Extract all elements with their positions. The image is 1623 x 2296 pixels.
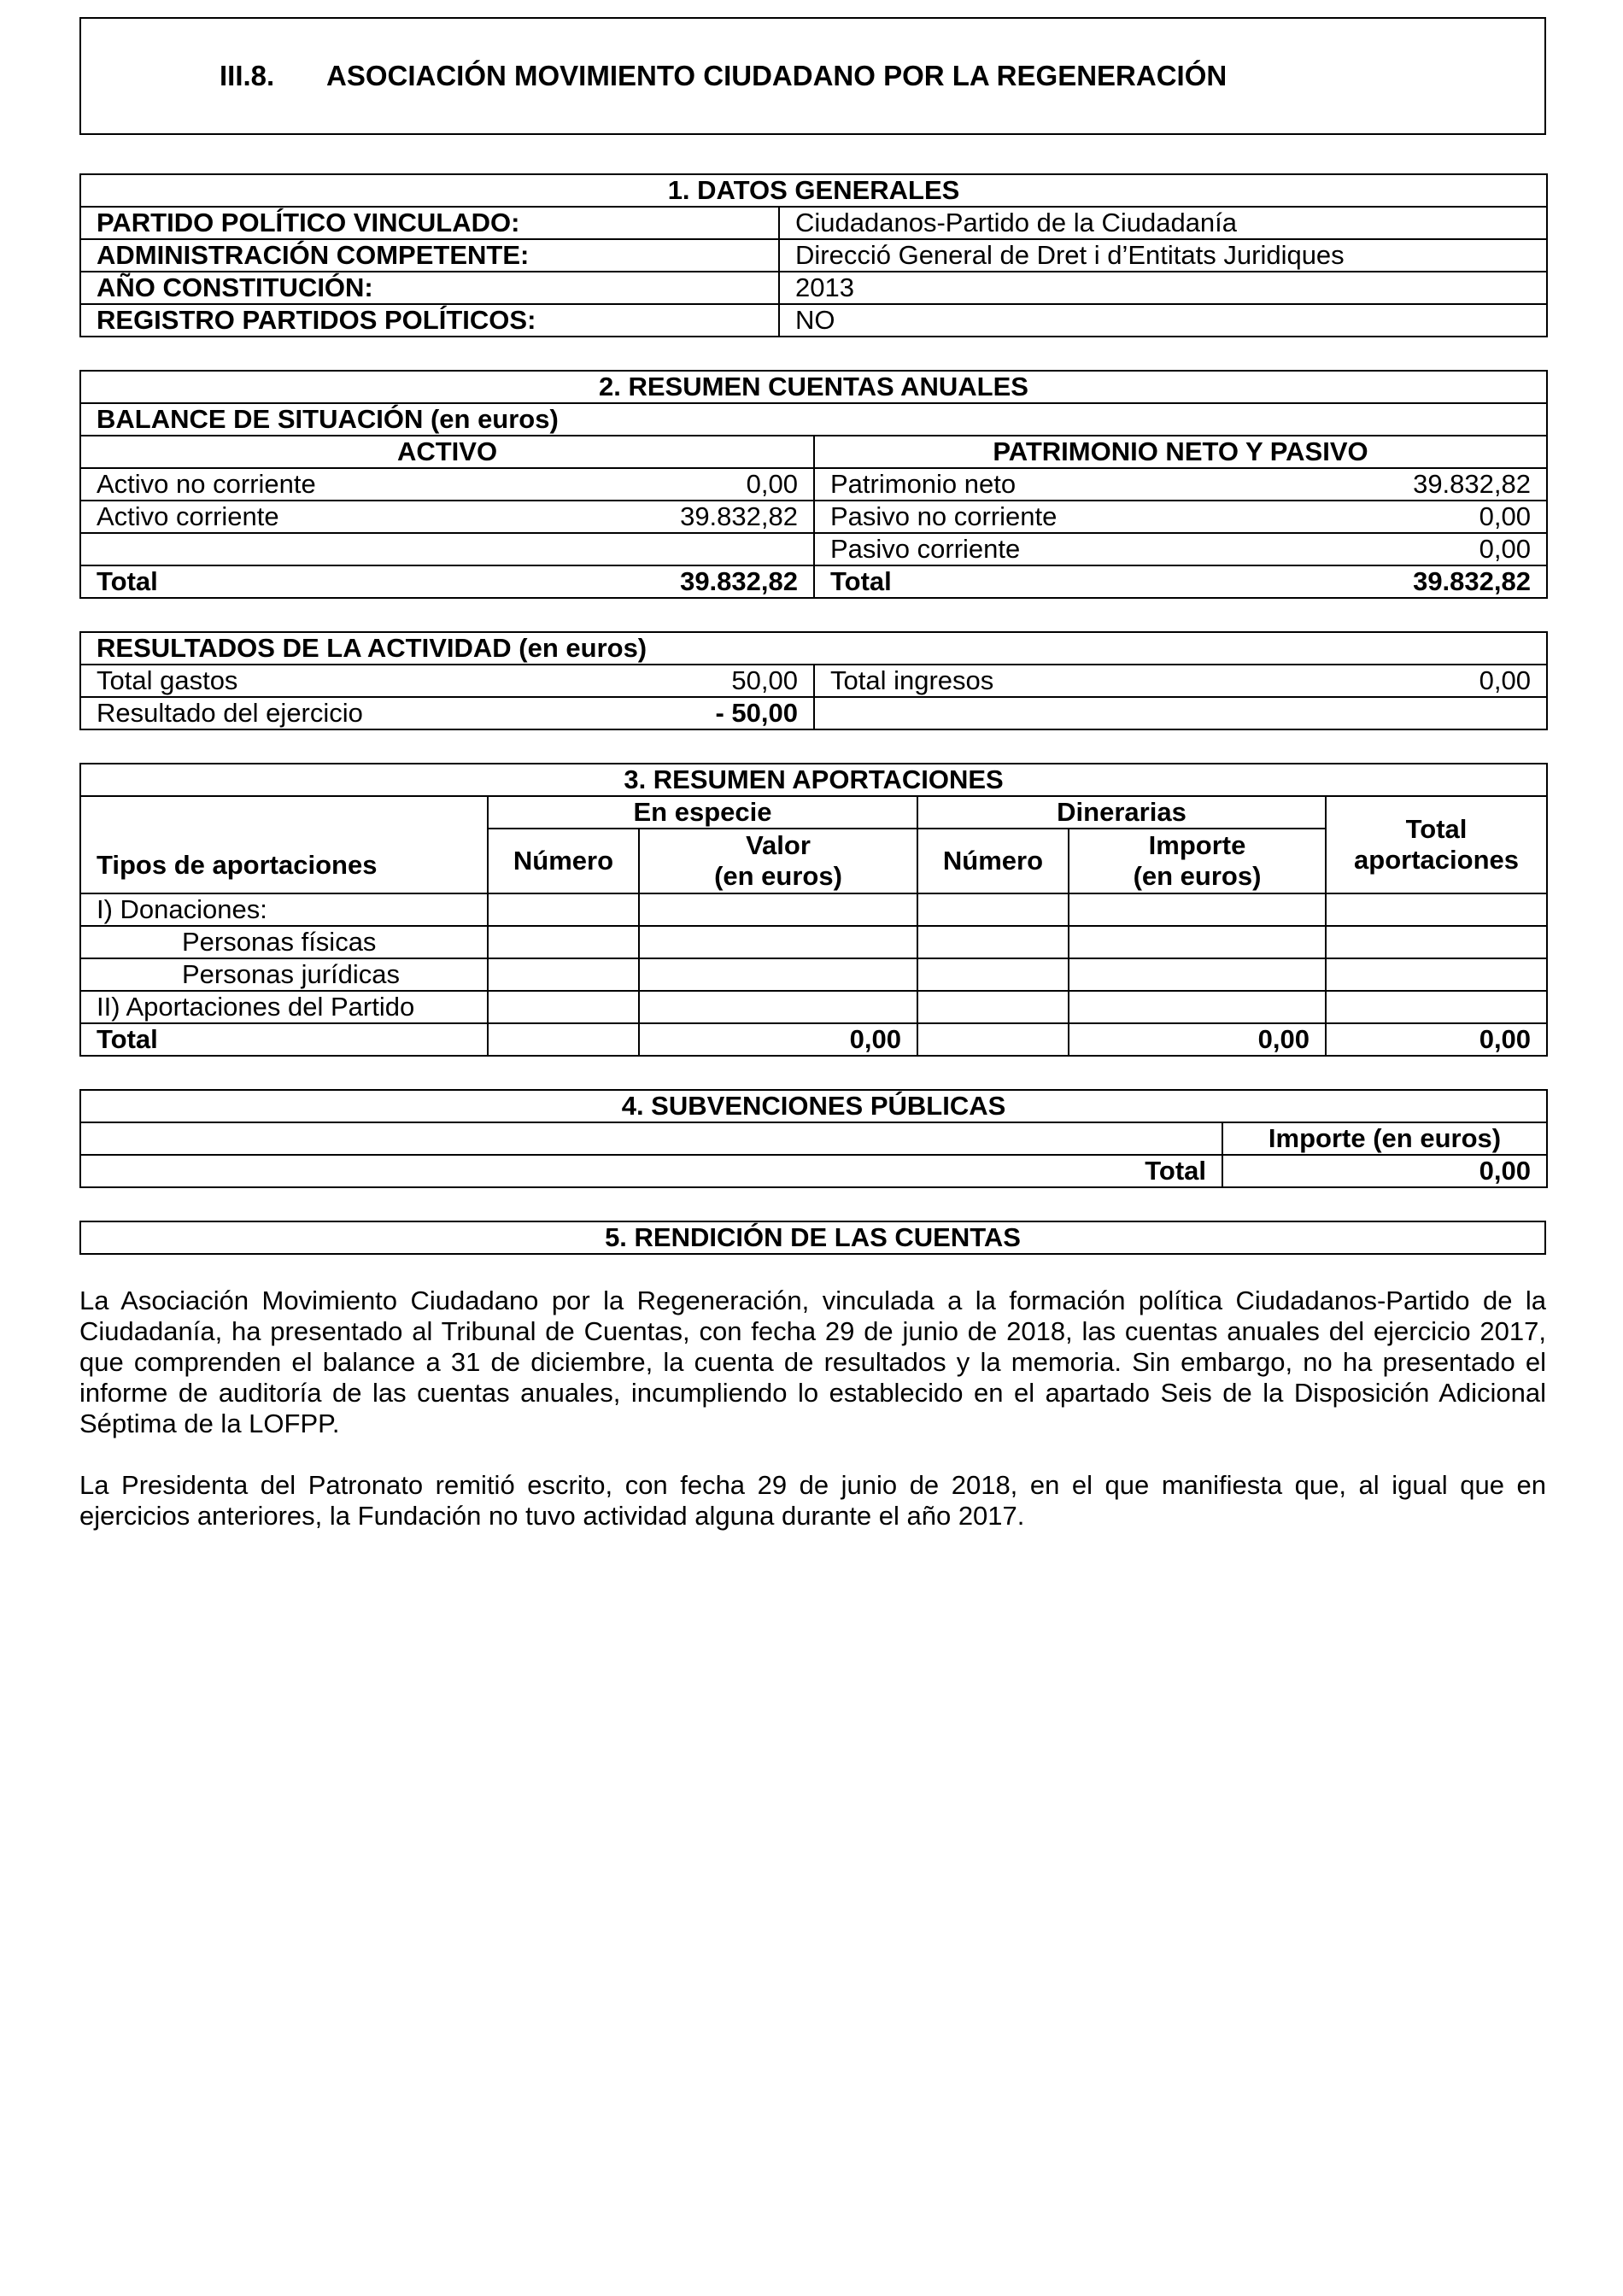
total-header-line2: aportaciones [1354,845,1519,875]
pasivo-value: 39.832,82 [1328,468,1547,501]
section-title-box [79,17,1546,135]
table-row [80,697,1547,729]
balance-title: BALANCE DE SITUACIÓN (en euros) [80,403,1547,436]
row-value: Ciudadanos-Partido de la Ciudadanía [779,207,1547,239]
total-header-line1: Total [1405,814,1468,844]
tipos-header: Tipos de aportaciones [80,796,488,893]
gastos-value: 50,00 [595,665,814,697]
total-importe: 0,00 [1069,1023,1326,1056]
section-title: ASOCIACIÓN MOVIMIENTO CIUDADANO POR LA REGENERACIÓN [326,60,1228,91]
aportacion-label: Personas físicas [80,926,488,958]
table-row [80,958,1547,991]
ingresos-value: 0,00 [1328,665,1547,697]
row-label: REGISTRO PARTIDOS POLÍTICOS: [80,304,779,337]
subvenciones-total-label: Total [80,1155,1222,1187]
row-label: ADMINISTRACIÓN COMPETENTE: [80,239,779,272]
total-row [80,565,1547,598]
gastos-label: Total gastos [80,665,595,697]
activo-label [80,533,595,565]
cuentas-anuales-title: 2. RESUMEN CUENTAS ANUALES [80,371,1547,403]
aportacion-label: I) Donaciones: [80,893,488,926]
pasivo-label: Pasivo no corriente [814,501,1328,533]
table-row [80,239,1547,272]
activo-label: Activo no corriente [80,468,595,501]
row-label: AÑO CONSTITUCIÓN: [80,272,779,304]
cuentas-anuales-table [79,370,1548,599]
activo-total-value: 39.832,82 [595,565,814,598]
activo-header: ACTIVO [80,436,814,468]
aportaciones-title: 3. RESUMEN APORTACIONES [80,764,1547,796]
resultado-label: Resultado del ejercicio [80,697,595,729]
datos-generales-table [79,173,1548,337]
numero-header-dinerarias: Número [917,829,1069,893]
numero-header-especie: Número [488,829,639,893]
resultado-value: - 50,00 [595,697,814,729]
activo-value: 39.832,82 [595,501,814,533]
total-valor: 0,00 [639,1023,917,1056]
table-row [80,272,1547,304]
row-label: PARTIDO POLÍTICO VINCULADO: [80,207,779,239]
datos-generales-title: 1. DATOS GENERALES [80,174,1547,207]
aportacion-label: II) Aportaciones del Partido [80,991,488,1023]
row-value: Direcció General de Dret i d’Entitats Juridiques [779,239,1547,272]
importe-header-line1: Importe [1148,830,1246,860]
rendicion-paragraph-2: La Presidenta del Patronato remitió escrito, con fecha 29 de junio de 2018, en el que manifiesta que, al igual que en ejercicios anteriores, la Fundación no tuvo actividad alguna durante el año 2017. [79,1470,1546,1531]
subvenciones-table [79,1089,1548,1188]
importe-header [1069,829,1326,893]
table-row [80,501,1547,533]
table-row [80,468,1547,501]
activo-value: 0,00 [595,468,814,501]
row-value: 2013 [779,272,1547,304]
table-row [80,304,1547,337]
row-value: NO [779,304,1547,337]
total-aportaciones: 0,00 [1326,1023,1547,1056]
valor-header-line2: (en euros) [714,861,842,891]
resultados-table [79,631,1548,730]
pasivo-value: 0,00 [1328,501,1547,533]
table-row [80,893,1547,926]
empty-cell [814,697,1547,729]
especie-header: En especie [488,796,917,829]
resultados-title: RESULTADOS DE LA ACTIVIDAD (en euros) [80,632,1547,665]
subvenciones-title: 4. SUBVENCIONES PÚBLICAS [80,1090,1547,1122]
pasivo-header: PATRIMONIO NETO Y PASIVO [814,436,1547,468]
document-page [79,17,1546,1532]
total-aportaciones-header [1326,796,1547,893]
importe-header: Importe (en euros) [1222,1122,1547,1155]
total-row [80,1155,1547,1187]
aportaciones-total-label: Total [80,1023,488,1056]
activo-value [595,533,814,565]
subvenciones-total-value: 0,00 [1222,1155,1547,1187]
activo-total-label: Total [80,565,595,598]
section-number: III.8. [220,60,275,91]
activo-label: Activo corriente [80,501,595,533]
empty-cell [80,1122,1222,1155]
rendicion-title: 5. RENDICIÓN DE LAS CUENTAS [80,1221,1545,1254]
pasivo-total-value: 39.832,82 [1328,565,1547,598]
pasivo-total-label: Total [814,565,1328,598]
aportaciones-table [79,763,1548,1057]
total-row [80,1023,1547,1056]
table-row [80,665,1547,697]
pasivo-label: Pasivo corriente [814,533,1328,565]
table-row [80,207,1547,239]
dinerarias-header: Dinerarias [917,796,1326,829]
ingresos-label: Total ingresos [814,665,1328,697]
importe-header-line2: (en euros) [1133,861,1262,891]
table-row [80,533,1547,565]
pasivo-value: 0,00 [1328,533,1547,565]
pasivo-label: Patrimonio neto [814,468,1328,501]
valor-header-line1: Valor [746,830,811,860]
valor-header [639,829,917,893]
table-row [80,926,1547,958]
rendicion-table [79,1221,1546,1255]
aportacion-label: Personas jurídicas [80,958,488,991]
table-row [80,991,1547,1023]
rendicion-paragraph-1: La Asociación Movimiento Ciudadano por la Regeneración, vinculada a la formación política Ciudadanos-Partido de la Ciudadanía, ha presentado al Tribunal de Cuentas, con fecha 29 de junio de 2018, las cuentas anuales del ejercicio 2017, que comprenden el balance a 31 de diciembre, la cuenta de resultados y la memoria. Sin embargo, no ha presentado el informe de auditoría de las cuentas anuales, incumpliendo lo establecido en el apartado Seis de la Disposición Adicional Séptima de la LOFPP. [79,1286,1546,1438]
